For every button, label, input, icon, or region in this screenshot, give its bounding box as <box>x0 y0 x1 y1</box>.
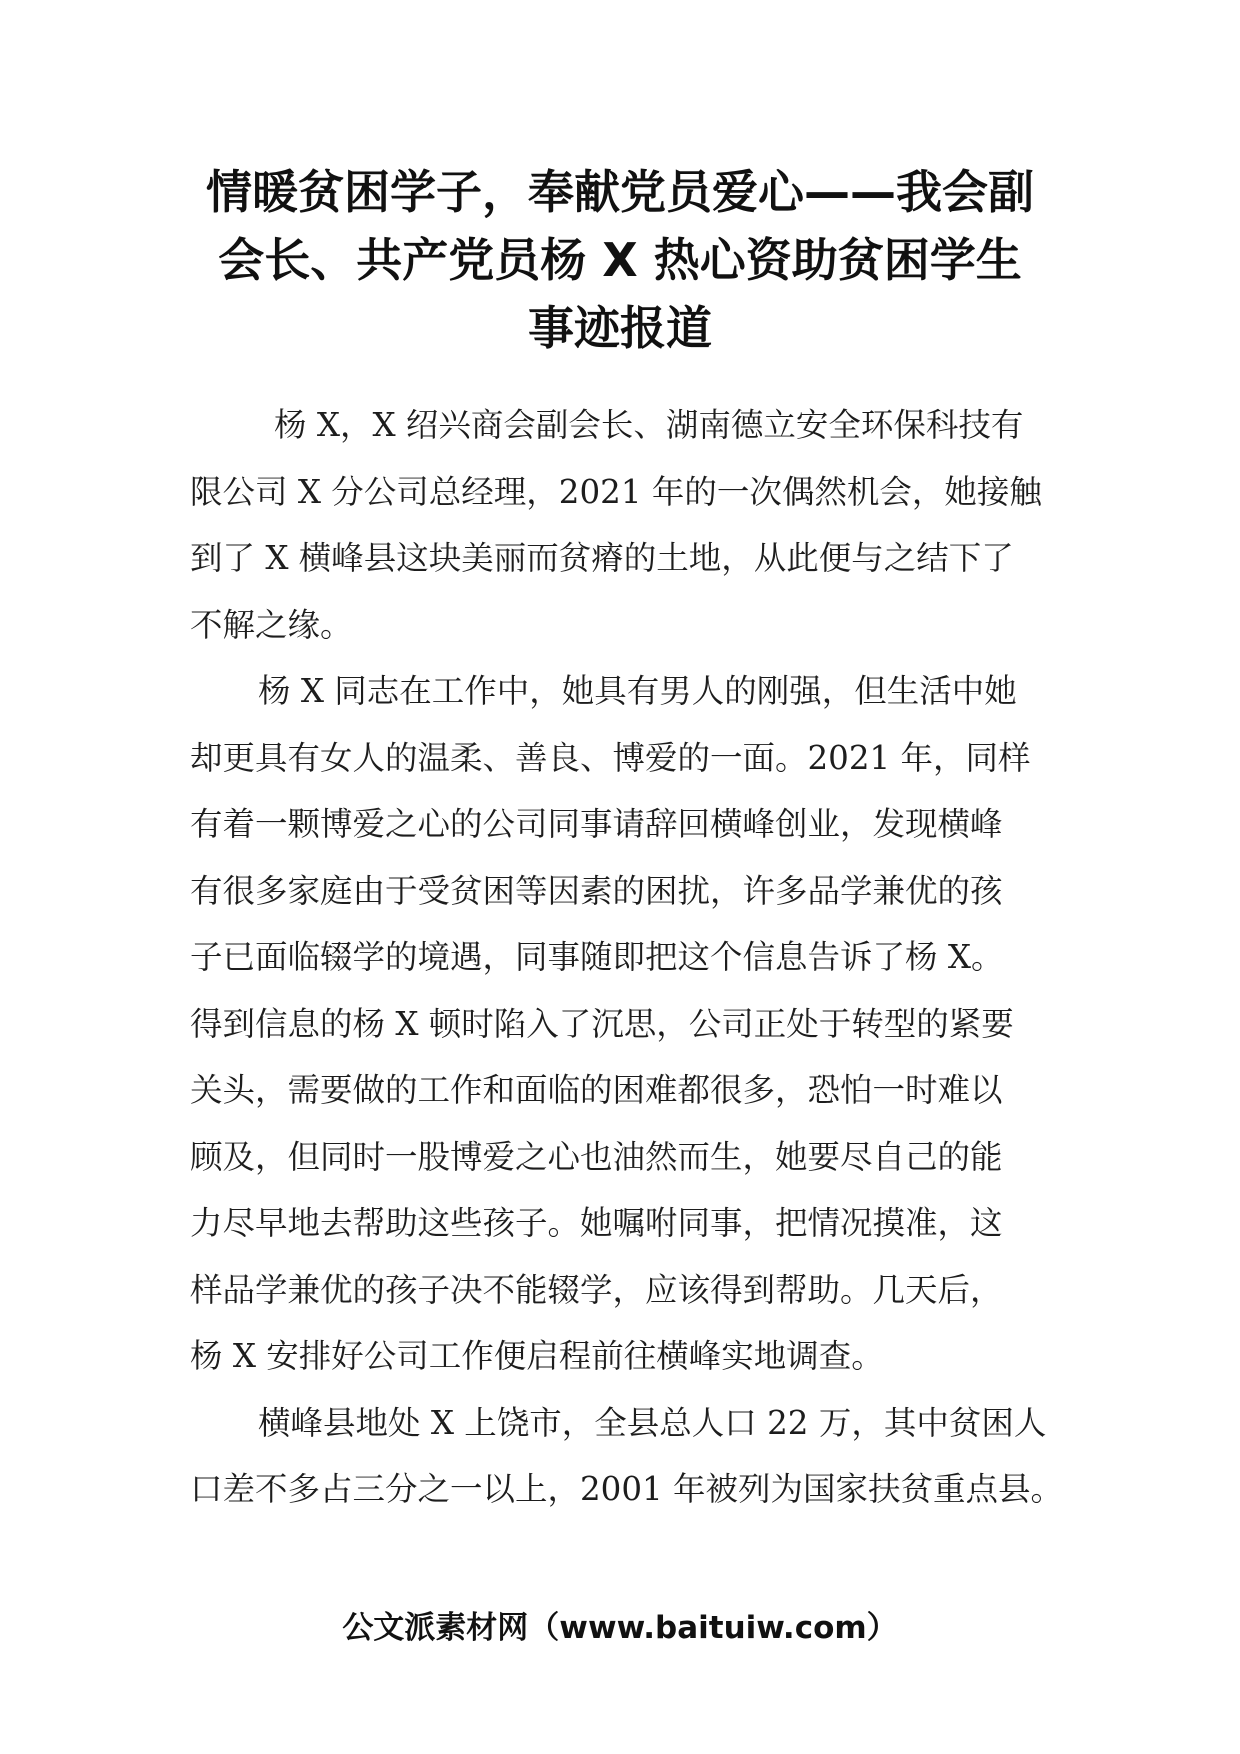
title-line: 情暖贫困学子，奉献党员爱心——我会副 <box>206 165 1034 219</box>
text-line: 杨 X，X 绍兴商会副会长、湖南德立安全环保科技有 <box>274 406 1024 444</box>
text-line: 有着一颗博爱之心的公司同事请辞回横峰创业，发现横峰 <box>190 805 1003 843</box>
paragraph-3 <box>190 1390 1070 1523</box>
text-line: 关头，需要做的工作和面临的困难都很多，恐怕一时难以 <box>190 1071 1003 1109</box>
text-line: 力尽早地去帮助这些孩子。她嘱咐同事，把情况摸准，这 <box>190 1204 1003 1242</box>
document-body <box>190 392 1070 1523</box>
text-line: 顾及，但同时一股博爱之心也油然而生，她要尽自己的能 <box>190 1137 1003 1176</box>
text-line: 限公司 X 分公司总经理，2021 年的一次偶然机会，她接触 <box>190 472 1042 511</box>
text-line: 杨 X 同志在工作中，她具有男人的刚强，但生活中她 <box>258 672 1017 710</box>
text-line: 却更具有女人的温柔、善良、博爱的一面。2021 年，同样 <box>190 738 1031 777</box>
text-line: 有很多家庭由于受贫困等因素的困扰，许多品学兼优的孩 <box>190 871 1003 910</box>
text-line: 子已面临辍学的境遇，同事随即把这个信息告诉了杨 X。 <box>190 938 1004 976</box>
text-line: 杨 X 安排好公司工作便启程前往横峰实地调查。 <box>190 1337 884 1375</box>
text-line: 得到信息的杨 X 顿时陷入了沉思，公司正处于转型的紧要 <box>190 1004 1014 1043</box>
title-line: 事迹报道 <box>528 301 712 355</box>
paragraph-1 <box>190 392 1070 658</box>
document-title <box>180 158 1060 362</box>
title-line: 会长、共产党员杨 X 热心资助贫困学生 <box>218 233 1022 287</box>
text-line: 口差不多占三分之一以上，2001 年被列为国家扶贫重点县。 <box>190 1470 1064 1508</box>
paragraph-2 <box>190 658 1070 1390</box>
text-line: 不解之缘。 <box>190 605 353 644</box>
text-line: 样品学兼优的孩子决不能辍学，应该得到帮助。几天后， <box>190 1270 1003 1309</box>
footer-watermark: 公文派素材网（www.baituiw.com） <box>342 1610 898 1646</box>
text-line: 横峰县地处 X 上饶市，全县总人口 22 万，其中贫困人 <box>258 1403 1047 1442</box>
text-line: 到了 X 横峰县这块美丽而贫瘠的土地，从此便与之结下了 <box>190 539 1014 577</box>
